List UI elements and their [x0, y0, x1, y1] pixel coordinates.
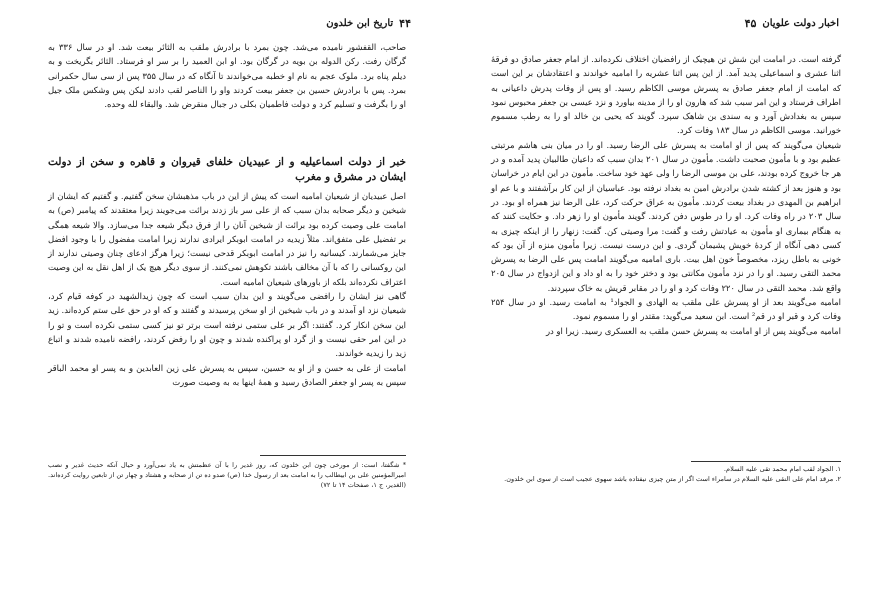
paragraph: امامت از علی به حسن و از او به حسین، سپس به پسرش علی زین العابدین و به پسر او محمد الباقر سپس به پسر او جعفر الصادق رسید و همهٔ اینها به به وصیت صورت	[48, 362, 406, 387]
paragraph: گرفته است. در امامت این شش تن هیچیک از رافضیان اختلاف نکرده‌اند. از امام جعفر صادق دو فرقهٔ اثنا عشری و اسماعیلی پدید آمد. از این پس اثنا عشریه را امامیه خواندند و اعتقادشان بر این است که امامت از امام جعفر صادق به پسرش موسی الکاظم رسید. او پس از وفات پدرش داعیانی به اطراف فرستاد و این امر سبب شد که هارون او را از مدینه بیاورد و نزد عیسی بن جعفر محبوس نمود سپس به بغدادش آورد و به سندی بن شاهک سپرد. گویند که یحیی بن خالد او را به رطب مسموم خورانید. موسی الکاظم در سال ۱۸۳ وفات کرد.	[491, 54, 841, 136]
page-header	[326, 16, 411, 30]
paragraph: اصل عبیدیان از شیعیان امامیه است که پیش از این در باب مذهبشان سخن گفتیم. و گفتیم که ایشان از شیخین و دیگر صحابه بدان سبب که از علی سر باز زدند برائت می‌جویند زیرا معتقدند که پیامبر (ص) به امامت علی وصیت کرده بود برائت از شیخین آنان را از فرق دیگر شیعه جدا می‌سازد. والا شیعه همگی بر تفضیل علی متفق‌اند. مثلاً زیدیه در امامت ابوبکر ایرادی ندارند زیرا امامت مفضول را با وجود افضل جایز می‌شمارند. کیسانیه را نیز در امامت ابوبکر قدحی نیست؛ زیرا هرگز ادعای چنان وصیتی ندارند از این روکسانی را که با آن مخالف باشند تکوهش نمی‌کنند. از سوی دیگر هیچ یک از اهل نقل به این وصیت اعتراف نکرده‌اند بلکه از باورهای شیعیان امامیه است.	[48, 191, 406, 287]
body-text	[48, 40, 406, 111]
footnotes	[491, 465, 841, 485]
header-title: اخبار دولت علویان	[762, 17, 839, 29]
paragraph: صاحب، القفشور نامیده می‌شد. چون بمرد با برادرش ملقب به الثائر بیعت شد. او در سال ۳۳۶ به گرگان رفت. رکن الدوله بن بویه در گرگان بود. او ابن العمید را بر سر او فرستاد. الثائر بگریخت و به دیلم پناه برد. ملوک عجم به نام او خطبه می‌خواندند تا آنگاه که در سال ۳۵۵ پس از سی سال حکمرانی بمرد. پس با برادرش حسین بن جعفر بیعت کردند واو را الناصر لقب دادند لیکن پس وشکس ملک جیل او را بگرفت و تسلیم کرد و دولت فاطمیان بکلی در جبال منقرض شد. والبقاء لله وحده.	[48, 42, 407, 110]
paragraph: شیعیان می‌گویند که پس از او امامت به پسرش علی الرضا رسید. او را در میان بنی هاشم مرتبتی عظیم بود و با مأمون صحبت داشت. مأمون در سال ۲۰۱ بدان سبب که داعیان طالبیان پدید آمده و در هر جا خروج کرده بودند، علی بن موسی الرضا را ولی عهد خود ساخت. مأمون در این ایام در خراسان بود و هنوز بعد از کشته شدن برادرش امین به بغداد نرفته بود. عباسیان از این کار برآشفتند و با عم او ابراهیم بن المهدی در بغداد بیعت کردند. مأمون به عراق حرکت کرد، علی الرضا نیز همراه او بود. در سال ۲۰۳ در راه وفات کرد. او را در طوس دفن کردند. گویند مأمون او را زهر داد. و حکایت کنند که به هنگام بیماری او مأمون به عیادتش رفت و گفت: مرا وصیتی کن. گفت: زنهار را از اینکه چیزی به کسی دهی آنگاه از کردهٔ خویش پشیمان گردی. و این درست نیست. زیرا مأمون منزه از آن بود که خونی به باطل ریزد، مخصوصاً خون اهل بیت. باری امامیه می‌گویند امامت پس علی الرضا به پسرش محمد التقی رسید. او را در نزد مأمون مکانتی بود و دختر خود را به او داد و این ازدواج در سال ۲۰۵ واقع شد. محمد التقی در سال ۲۲۰ وفات کرد و او را در مقابر قریش به خاک سپردند.	[491, 139, 842, 293]
footnote: ۱. الجواد لقب امام محمد تقی علیه السلام.	[723, 465, 841, 473]
page-header	[745, 16, 839, 30]
footnote-divider	[691, 461, 841, 462]
paragraph: گاهی نیز ایشان را رافضی می‌گویند و این بدان سبب است که چون زیدالشهید در کوفه قیام کرد، شیعیان نزد او آمدند و در باب شیخین از او سخن پرسیدند و گفتند و که او در حق علی ستم کرده‌اند. زید این سخن انکار کرد. گفتند: اگر بر علی ستمی نرفته است برتر تو نیز کسی ستمی نکرده است و تو را در این امر حقی نیست و از گرد او پراکنده شدند و چون او را رفض کردند، رافضه نامیده شدند و اتباع زید را زیدیه خواندند.	[48, 291, 406, 359]
body-text	[48, 189, 406, 389]
footnote-divider	[260, 455, 406, 456]
right-page	[443, 0, 887, 612]
page-number: ۴۵	[744, 16, 757, 30]
footnotes	[48, 461, 406, 490]
paragraph: امامیه می‌گویند پس از او امامت به پسرش حسن ملقب به العسکری رسید. زیرا او در	[546, 325, 841, 336]
paragraph: امامیه می‌گویند بعد از او پسرش علی ملقب به الهادی و الجواد¹ به امامت رسید. او در سال ۲۵۴ وفات کرد و قبر او در قم² است. ابن سعید می‌گوید: مقتدر او را مسموم نمود.	[491, 297, 842, 322]
body-text	[491, 52, 841, 338]
header-title: تاریخ ابن خلدون	[326, 17, 394, 29]
footnote: ۲. مرقد امام علی النقی علیه السلام در سامراء است اگر از متن چیزی نیفتاده باشد سهوی عجیب است از سوی ابن خلدون.	[504, 474, 841, 483]
page-number: ۴۴	[399, 16, 411, 30]
footnote: * شگفتا، است: از مورخی چون ابن خلدون که، روز غدیر را با آن عظمتش به یاد نمی‌آورد و حیال آنکه حدیث غدیر و نصب امیرالمؤمنین علی بن ابیطالب را به امامت بعد از رسول خدا (ص) صدو ده تن از صحابه و هشتاد و چهار تن از تابعین روایت کرده‌اند. (الغدیر، ج ۱، صفحات ۱۴ تا ۷۲)	[48, 461, 406, 489]
section-heading: خبر از دولت اسماعیلیه و از عبیدیان خلفای قیروان و قاهره و سخن از دولت ایشان در مشرق و مغرب	[48, 156, 406, 183]
left-page	[0, 0, 443, 612]
